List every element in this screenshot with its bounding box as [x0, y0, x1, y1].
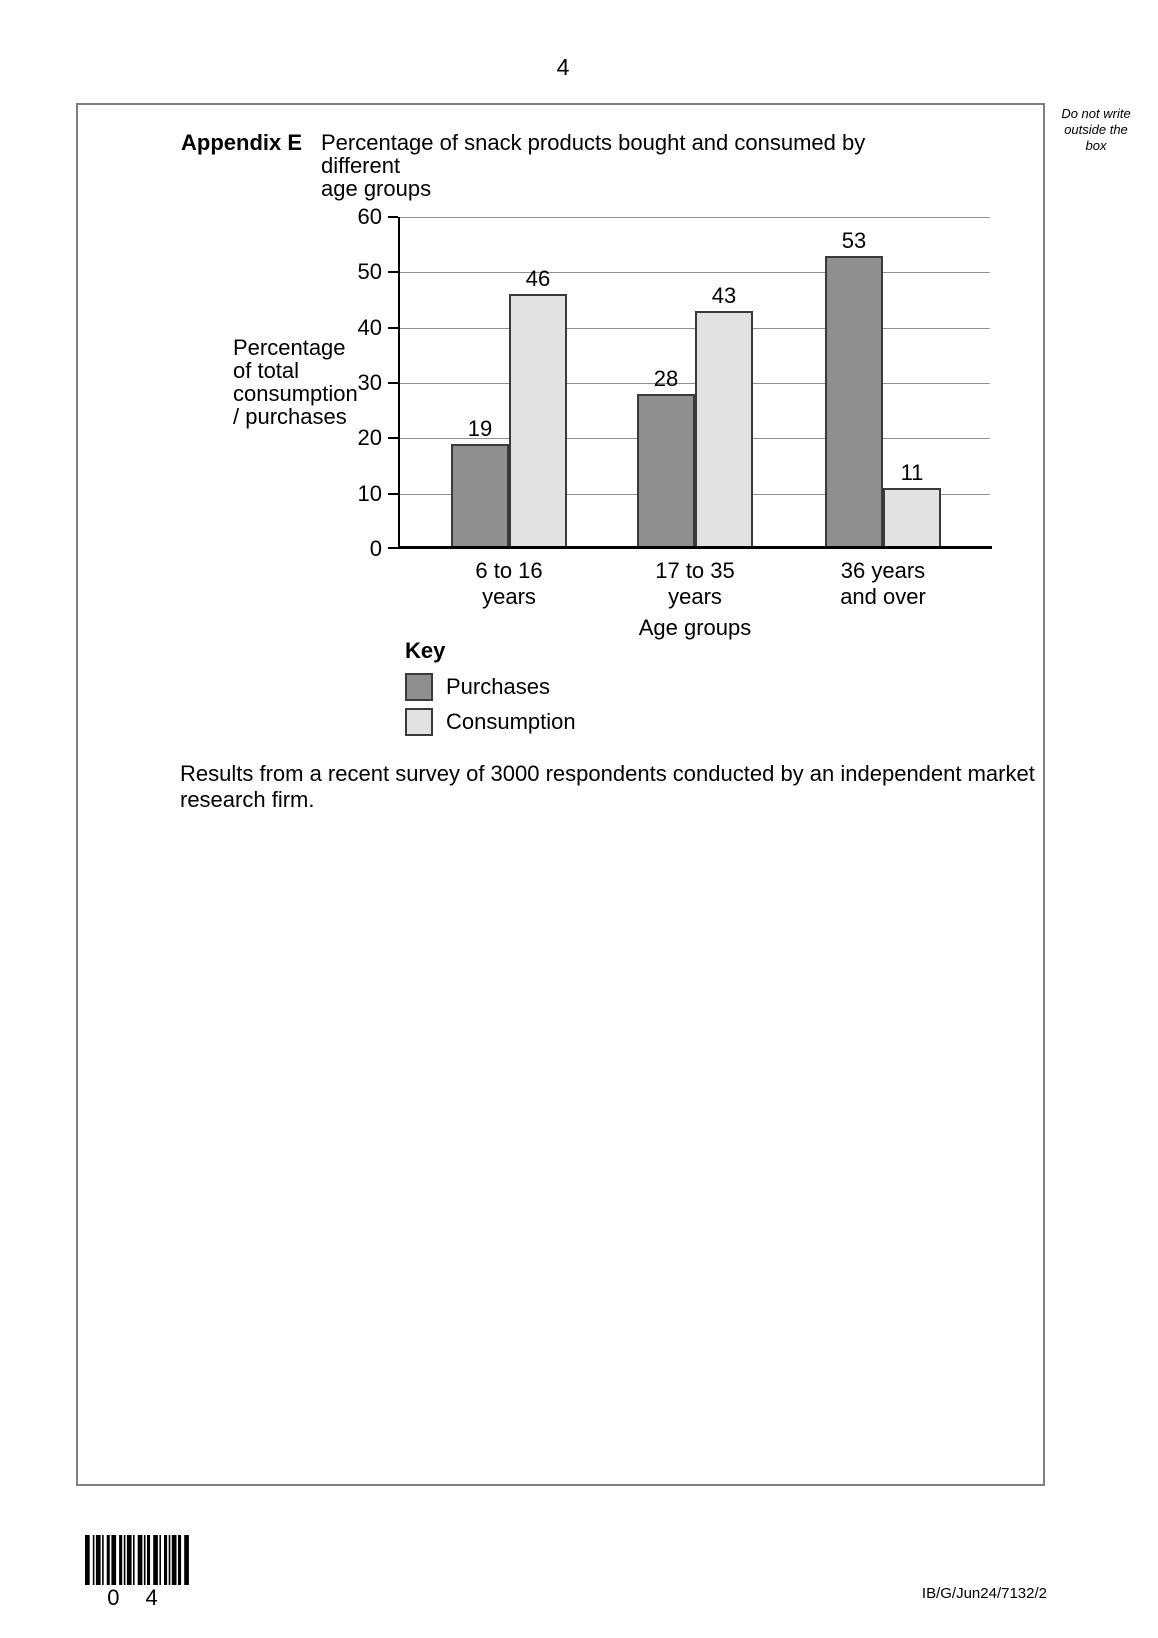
y-tick-label: 60	[357, 204, 382, 229]
text-line: 17 to 35	[655, 558, 735, 583]
y-tick-label: 50	[357, 259, 382, 284]
legend-rows	[405, 673, 576, 736]
y-axis-tick	[388, 547, 398, 549]
y-tick-label: 0	[369, 536, 382, 561]
bar-purchases	[825, 256, 883, 549]
y-axis-tick	[388, 437, 398, 439]
legend-swatch	[405, 708, 433, 736]
caption	[180, 761, 1050, 813]
appendix-title	[321, 131, 941, 200]
bar-purchases	[451, 444, 509, 549]
y-axis-tick	[388, 271, 398, 273]
text-line: years	[482, 584, 536, 609]
legend-item	[405, 673, 576, 701]
barcode-digits: 0 4	[107, 1585, 168, 1610]
text-line: Results from a recent survey of 3000 respondents conducted by an independent market	[180, 761, 1035, 786]
text-line: Percentage of snack products bought and consumed by different	[321, 130, 866, 178]
bar-consumption	[695, 311, 753, 549]
text-line: / purchases	[233, 404, 347, 429]
page-number: 4	[556, 54, 570, 80]
chart-legend	[405, 638, 576, 743]
x-axis-line	[398, 546, 992, 549]
legend-label: Purchases	[446, 674, 550, 699]
gridline	[400, 272, 990, 273]
bar-consumption	[883, 488, 941, 549]
text-line: age groups	[321, 176, 432, 201]
category-label	[417, 558, 601, 610]
bar-value-label: 46	[525, 266, 551, 291]
legend-swatch	[405, 673, 433, 701]
bar-value-label: 11	[900, 460, 924, 485]
text-line: and over	[840, 584, 926, 609]
y-axis-tick	[388, 216, 398, 218]
text-line: research firm.	[180, 787, 315, 812]
y-tick-label: 30	[357, 370, 382, 395]
appendix-label: Appendix E	[181, 130, 303, 155]
text-line: outside the	[1064, 122, 1128, 137]
footer-code: IB/G/Jun24/7132/2	[921, 1585, 1047, 1602]
y-axis-tick	[388, 382, 398, 384]
margin-note	[1046, 106, 1146, 154]
text-line: Do not write	[1061, 106, 1131, 121]
bar-value-label: 43	[711, 283, 737, 308]
x-axis-title: Age groups	[638, 615, 752, 640]
y-tick-label: 10	[357, 481, 382, 506]
y-tick-label: 40	[357, 315, 382, 340]
bar-chart-plot	[357, 204, 990, 609]
legend-title: Key	[405, 638, 446, 663]
text-line: consumption	[233, 381, 358, 406]
bar-consumption	[509, 294, 567, 549]
category-label	[791, 558, 975, 610]
text-line: Percentage	[233, 335, 346, 360]
text-line: 6 to 16	[475, 558, 543, 583]
y-axis-tick	[388, 493, 398, 495]
bar-purchases	[637, 394, 695, 549]
bar-value-label: 28	[653, 366, 679, 391]
y-axis-tick	[388, 327, 398, 329]
text-line: of total	[233, 358, 300, 383]
category-label	[603, 558, 787, 610]
text-line: 36 years	[840, 558, 926, 583]
text-line: years	[668, 584, 722, 609]
bar-value-label: 53	[841, 228, 867, 253]
gridline	[400, 217, 990, 218]
bar-value-label: 19	[467, 416, 493, 441]
legend-item	[405, 708, 576, 736]
barcode	[85, 1535, 190, 1585]
y-tick-label: 20	[357, 425, 382, 450]
text-line: box	[1085, 138, 1107, 153]
y-axis-line	[398, 217, 400, 549]
legend-label: Consumption	[446, 709, 576, 734]
